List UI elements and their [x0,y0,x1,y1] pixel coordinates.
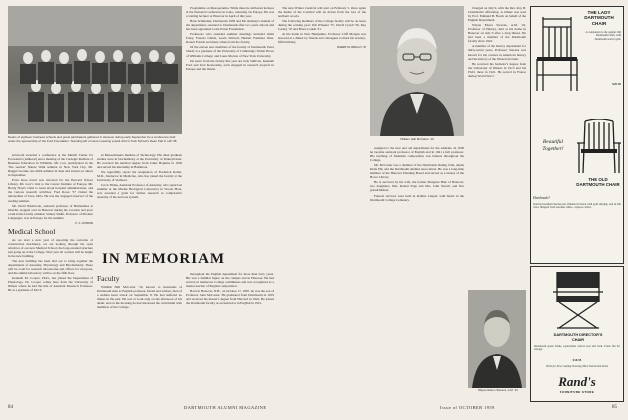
old-chair-illustration [577,119,621,175]
right-column-2 [370,146,464,394]
memoriam-column-2 [97,272,182,394]
right-column-3 [468,6,526,286]
paragraph: Wayne Edson Stevens, A.M. '22, Professor of History, died at his home in Hanover on July 9 after a long illness. He had been a member of the Dartmouth faculty since 1922. [468,23,526,44]
lady-chair-price: $29.50 [612,82,621,86]
old-chair-description: Selected northern hardwoods, finished in black with gold striping; seal in full color. Shipped from Gardner, Mass., express collect. [533,203,621,210]
paragraph: Programme on Mesopotamia. While there he delivered lectures at the National Conference in Cairo, returning via Europe. He was a visiting lecturer at Hanover in April of this year. [186,6,274,19]
lady-chair-ad [530,6,624,264]
paragraph: The new building has been laid out to bring together the departments of Anatomy, Physiology and Biochemistry. There will be room for research laboratories and offices for everyone, and the animal laboratory will be on the fifth floor. [8,259,93,276]
portrait-figure [370,6,464,136]
directors-chair-description: Dartmouth green frame, replaceable canvas seat and back. Folds flat for storage. [534,345,620,352]
business-deans-photo [8,6,182,134]
portrait-figure [468,290,526,388]
paragraph: throughout the English department for more than forty years. His was a familiar figure on the campus and in Hanover. He had served on numerous College committees and was recognized as a master teacher of English composition. [186,272,274,289]
paragraph: He is survived by his wife, the former Margaret Hale of Hanover, two daughters, Mrs. Robert Page and Mrs. John Sewall, and five grandchildren. [370,180,464,193]
group-photo-figures [8,6,182,134]
right-column-1 [278,6,366,394]
lady-chair-heading: THE LADY DARTMOUTH CHAIR [584,10,614,26]
paragraph: At his home in New Hampshire, Professor Cliff Morgan was honored at a dinner by friends and colleagues to mark his seventy-fifth birthday. [278,32,366,45]
paragraph: Mr. Dodd Westbrook, assistant professor of Humanities at Oberlin, stopped over in Hanover during his vacation and gave a talk in the faculty seminar. Sidney Smith, Professor of Modern Languages, was in Europe for the summer. [8,203,93,220]
paragraph: Mr. McCarter was a member of the Dartmouth Outing Club, Alpha Delta Phi, and the Dartmouth Alumni Association. He was a long-time member of the Hanover Planning Board and served as a trustee of the Howe Library. [370,163,464,180]
paragraph: Kenneth M. Cooper, Ph.D., has joined the Department of Physiology. Dr. Cooper comes here from the University of Illinois where he had the title of Assistant Research Professor. He is a graduate of M.I.T. [8,276,93,293]
directors-chair-heading: DARTMOUTH DIRECTOR'S CHAIR [553,333,603,342]
directors-chair-illustration [551,270,605,330]
business-deans-caption: Deans of eighteen business schools and guest participants gathered in Hanover during early September for a conference held under the sponsorship of the Ford Foundation. Standing left of center wearing a dark shirt is Tuck School's Dean Karl A. Hill '38. [8,135,178,143]
beautiful-together-text: Beautiful Together! [542,139,564,152]
directors-chair-ad [530,266,624,402]
paragraph: Born in Hanover, N.H., on October 17, 1897, he was the son of Professor John McCarter. He graduated from Dartmouth in 1919 and received his master's degree from Harvard in 1922. He joined the Dartmouth faculty as an instructor in English in 1921. [186,289,274,306]
memoriam-column-3 [186,272,274,394]
directors-chair-price: $18.95 [572,358,582,362]
paragraph: Of the eleven new members of the faculty of Dartmouth, Peter Sturdy is a graduate of the University of Cambridge; Walter Howe of Williams College; and Louis Morton of New York University. [186,45,274,58]
left-column-2 [97,153,182,243]
paragraph: We regretfully report the resignation of Frederick Keller, M.D., Instructor in Medicine, who has joined the faculty at the University of Vermont. [97,170,182,183]
left-column-1 [8,153,93,393]
old-chair-heading: THE OLD DARTMOUTH CHAIR [576,177,620,188]
paragraph: He received his bachelor's degree from the University of Illinois in 1915 and his Ph.D. there in 1921. He served in France during World War I. [468,61,526,78]
paragraph: Professors who attended summer meetings included Allen Foley, Francis Childs, Lewis Stilwell, Herbert Faulkner West, Robert French and many others from the faculty. [186,32,274,45]
paragraph: A member of the history department for thirty-seven years, Professor Stevens was known for his courses in American history and the history of the Western frontier. [468,44,526,61]
stevens-caption: Wayne Edson Stevens, A.M. '22 [478,388,518,392]
medical-school-heading: Medical School [8,226,56,236]
handmade-text: Handmade! [533,196,550,200]
paragraph: assigned to the new and old departments for the students. In 1930 he became assistant professor of English and in 1941 a full professor. His teaching of freshman composition was famous throughout the College. [370,146,464,163]
paragraph: Funeral services were held in Rollins Chapel, with burial in the Dartmouth College Cemetery. [370,193,464,202]
lady-chair-side-text: A companion to the regular Old Dartmouth Chair, with Dartmouth seal in gold. [585,31,621,41]
right-page-number: 85 [612,405,617,410]
paragraph: William Hall McCarter '19, known to thousands of Dartmouth men as English professor, friend and adviser, died of a sudden heart attack on September 8. He had suffered no illness in the past. He was at work only on the afternoon of his death, and on the morning he had discussed the curriculum with members of the College. [97,285,182,310]
paragraph: Jacob Tilden, Assistant Professor of Anatomy, who spent last summer at the Marine Biological Laboratory in Woods Hole, was awarded a grant for further research in comparative anatomy of the nervous system. [97,183,182,200]
paragraph: Charged on July 9, with the Rev. Roy B. Chamberlin officiating. A tribute was read by Prof. Edmund B. Booth on behalf of the English Department. [468,6,526,23]
paragraph: in Massachusetts Institute of Technology. His other graduate studies were in biochemistry at the University of Pennsylvania. He received his medical degree from Johns Hopkins in 1950 and served his internship in Baltimore. [97,153,182,170]
rands-store-name: Rand's [558,374,596,389]
mccarter-caption: William Hall McCarter '19 [400,137,434,141]
paragraph: The next Winter Carnival will start on February 5. Once again the theme of the Carnival will be drawn from the lore of the northern woods. [278,6,366,19]
paragraph: As we start a new year of reporting the outcome of construction machinery, we are looking through the open windows of our new Medical School, the long-awaited structure just going up at the College. Next year all courses will be taught in the new building. [8,237,93,258]
author-signature: HARRY M. BRIGGS '39 [337,45,366,50]
author-signature: E. S. DOBLER [75,220,93,225]
stevens-portrait [468,290,526,388]
mccarter-portrait [370,6,464,136]
left-page-column-3-top [186,6,274,244]
paragraph: Hans Schmelzer, Dartmouth 1958 and Mr. Ramsey's student of the department, returned to Dartmouth after two years abroad and has been appointed to the Eaton Foundation. [186,19,274,32]
in-memoriam-heading: IN MEMORIAM [102,251,226,267]
paragraph: Even more travel was involved for the Harvard School Library, Mr. Low's visit to the Cancer Institute of Europe, Mr. Hardy Hoyt's visits to learn about hospital administration, and the various research activities. Fred Rowe '57 visited the universities of Iowa, Ohio. He was the 'engaged observer' of the reading seminar. [8,178,93,203]
lady-chair-illustration [533,13,581,93]
issue-date-footer: Issue of OCTOBER 1959 [440,405,495,410]
paragraph: On leave from the faculty this year are Jack Sullivan, Kenneth Ford and Ivan Kenworthy, each engaged in research projects in Europe and the Orient. [186,58,274,71]
faculty-heading: Faculty [97,274,120,283]
magazine-title-footer: DARTMOUTH ALUMNI MAGAZINE [184,405,267,410]
paragraph: Griswold awarded a conference at the Merrill Center for Economics (Amherst) and a meeting of the Carnegie Institute of Business Education in Williams. Mr. Low participated in the 'five session' Nature Walk seminar in New York City. Mr. Rugger became one AWA seminar in June and started on others in September. [8,153,93,178]
rands-store-subtitle: FURNITURE STORE [559,390,595,394]
catalog-order-text: Write for New Catalog Showing More Dartmouth Items [545,365,609,368]
left-page-number: 84 [8,405,13,410]
paragraph: The following members of the College faculty will be on leave during the coming year: Jim Wheeler '37, David Lynch '56, Ray Carney '47 and Bruce Larkin '31. [278,19,366,32]
